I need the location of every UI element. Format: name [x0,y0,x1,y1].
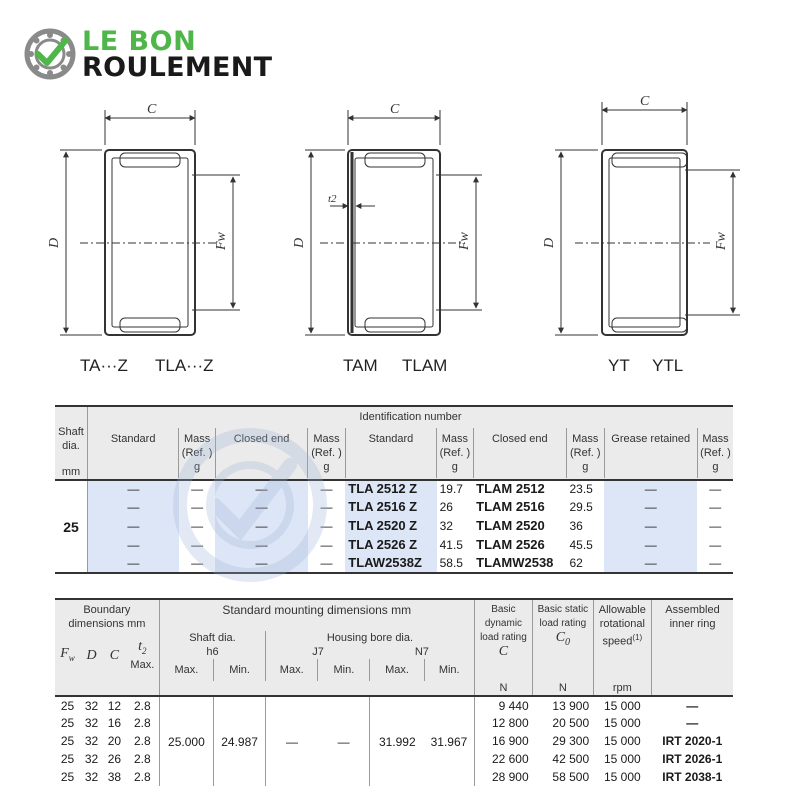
label-tlam: TLAM [402,356,448,375]
logo-line-2: ROULEMENT [82,52,273,83]
svg-text:D: D [542,237,557,248]
label-tam: TAM [343,356,378,375]
svg-text:D: D [292,237,307,248]
bearing-cross-section-diagrams [40,90,760,340]
shaft-dia-value: 25 [55,480,87,573]
bearing-check-icon [24,28,76,80]
identification-table: Shaft dia. mm Identification number Standard Mass (Ref. ) g Closed end Mass (Ref. ) g Standard Mass (Ref. ) g Closed end Mass (Ref. ) g Grease retained Mass (Ref. ) g 25 — — — — TLA 2512 Z 19.7 TLAM 2512 23.5 — — — — — — TLA 2516 Z 26 TLAM 2516 29.5 — — — — — — TLA 2520 Z 32 TLAM 2520 36 — — — — — — TLA 2526 Z 41.5 TLAM 2526 45.5 — — — — — — TLAW2538Z 58.5 TLAMW2538 62 — — [55,405,733,574]
svg-text:t2: t2 [328,193,337,205]
label-yt: YT [608,356,630,375]
svg-text:Fw: Fw [714,232,729,250]
svg-text:C: C [147,102,157,117]
dimensions-table: Boundary dimensions mm Standard mounting dimensions mm Basic dynamic load rating C Basic static load rating $C_0$ Allowable rotational speed$^{(1)}$ Assembled inner ring $F_w$ D C $t_2$ Max. Shaft dia. h6 Housing bore dia. J7 N7 Max. Min. Max. Min. Max. Min. N N rpm 25 32 12 2.8 25.000 24.987 — — 31.992 31.967 9 440 13 900 15 000 — 25 32 16 2.8 12 800 20 500 15 000 — 25 32 20 2.8 16 900 29 300 15 000 IRT 2020-1 25 32 26 2.8 22 600 42 500 15 000 IRT 2026-1 25 32 38 2.8 28 900 58 500 15 000 IRT 2038-1 [55,598,733,786]
svg-text:Fw: Fw [214,232,229,250]
label-tla-z: TLA···Z [155,356,214,375]
diagram-ta-z [60,110,240,335]
svg-text:Fw: Fw [457,232,472,250]
svg-text:C: C [640,94,650,109]
diagram-yt [555,102,740,335]
mounting-header: Standard mounting dimensions mm [159,599,474,631]
label-ytl: YTL [652,356,684,375]
svg-text:C: C [390,102,400,117]
svg-text:D: D [47,237,62,248]
boundary-header: Boundary dimensions mm [55,599,159,631]
label-ta-z: TA···Z [80,356,128,375]
brand-logo [24,24,304,84]
diagram-tam [305,110,482,335]
logo-line-1: LE BON [82,26,197,57]
ident-header: Identification number [359,411,462,424]
